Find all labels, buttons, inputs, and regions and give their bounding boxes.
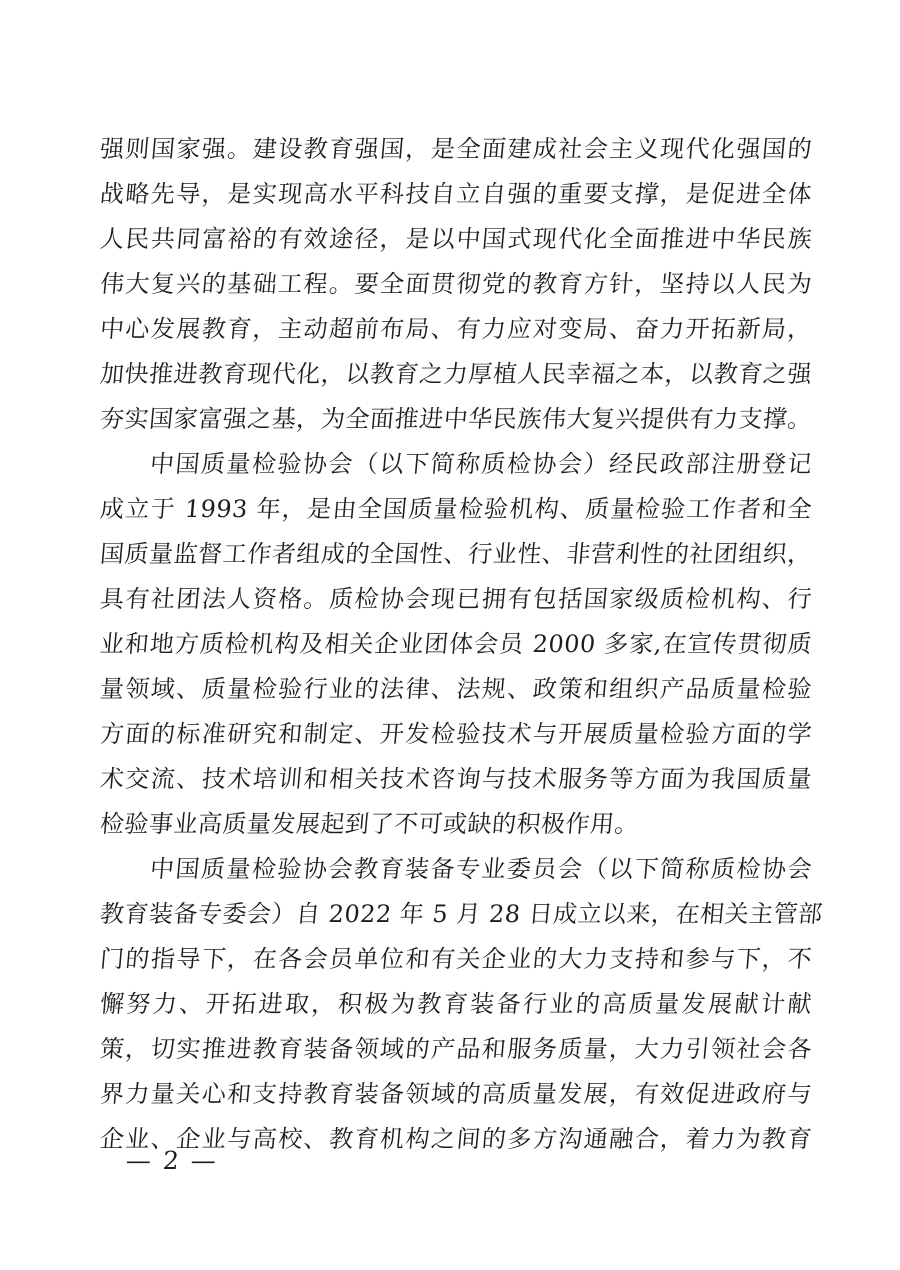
document-body	[98, 127, 824, 1162]
text-line: 门的指导下，在各会员单位和有关企业的大力支持和参与下，不	[98, 945, 814, 973]
text-line: 国质量监督工作者组成的全国性、行业性、非营利性的社团组织，	[98, 540, 814, 568]
text-line: 战略先导，是实现高水平科技自立自强的重要支撑，是促进全体	[98, 180, 814, 208]
page-number: — 2 —	[124, 1146, 220, 1175]
text-line: 中国质量检验协会教育装备专业委员会（以下简称质检协会	[148, 855, 814, 883]
text-line: 人民共同富裕的有效途径，是以中国式现代化全面推进中华民族	[98, 225, 814, 253]
text-line: 懈努力、开拓进取，积极为教育装备行业的高质量发展献计献	[98, 990, 814, 1018]
text-line: 方面的标准研究和制定、开发检验技术与开展质量检验方面的学	[98, 720, 814, 748]
text-line: 企业、企业与高校、教育机构之间的多方沟通融合，着力为教育	[98, 1125, 814, 1153]
text-line: 加快推进教育现代化，以教育之力厚植人民幸福之本，以教育之强	[98, 360, 814, 388]
text-line: 伟大复兴的基础工程。要全面贯彻党的教育方针，坚持以人民为	[98, 270, 814, 298]
text-line: 强则国家强。建设教育强国，是全面建成社会主义现代化强国的	[98, 135, 814, 163]
text-line: 业和地方质检机构及相关企业团体会员 2000 多家,在宣传贯彻质	[98, 630, 814, 658]
text-line: 中心发展教育，主动超前布局、有力应对变局、奋力开拓新局，	[98, 315, 814, 343]
paragraph-1	[100, 127, 812, 442]
text-line: 教育装备专委会）自 2022 年 5 月 28 日成立以来，在相关主管部	[98, 900, 824, 928]
text-line: 术交流、技术培训和相关技术咨询与技术服务等方面为我国质量	[98, 765, 814, 793]
text-line: 量领域、质量检验行业的法律、法规、政策和组织产品质量检验	[98, 675, 814, 703]
text-line: 成立于 1993 年，是由全国质量检验机构、质量检验工作者和全	[98, 495, 814, 523]
text-line: 具有社团法人资格。质检协会现已拥有包括国家级质检机构、行	[98, 585, 814, 613]
text-line: 策，切实推进教育装备领域的产品和服务质量，大力引领社会各	[98, 1035, 814, 1063]
paragraph-2	[100, 442, 812, 847]
text-line: 界力量关心和支持教育装备领域的高质量发展，有效促进政府与	[98, 1080, 814, 1108]
text-line: 夯实国家富强之基，为全面推进中华民族伟大复兴提供有力支撑。	[98, 405, 814, 433]
text-line: 中国质量检验协会（以下简称质检协会）经民政部注册登记	[148, 450, 814, 478]
text-line: 检验事业高质量发展起到了不可或缺的积极作用。	[98, 810, 641, 838]
paragraph-3	[98, 847, 824, 1162]
